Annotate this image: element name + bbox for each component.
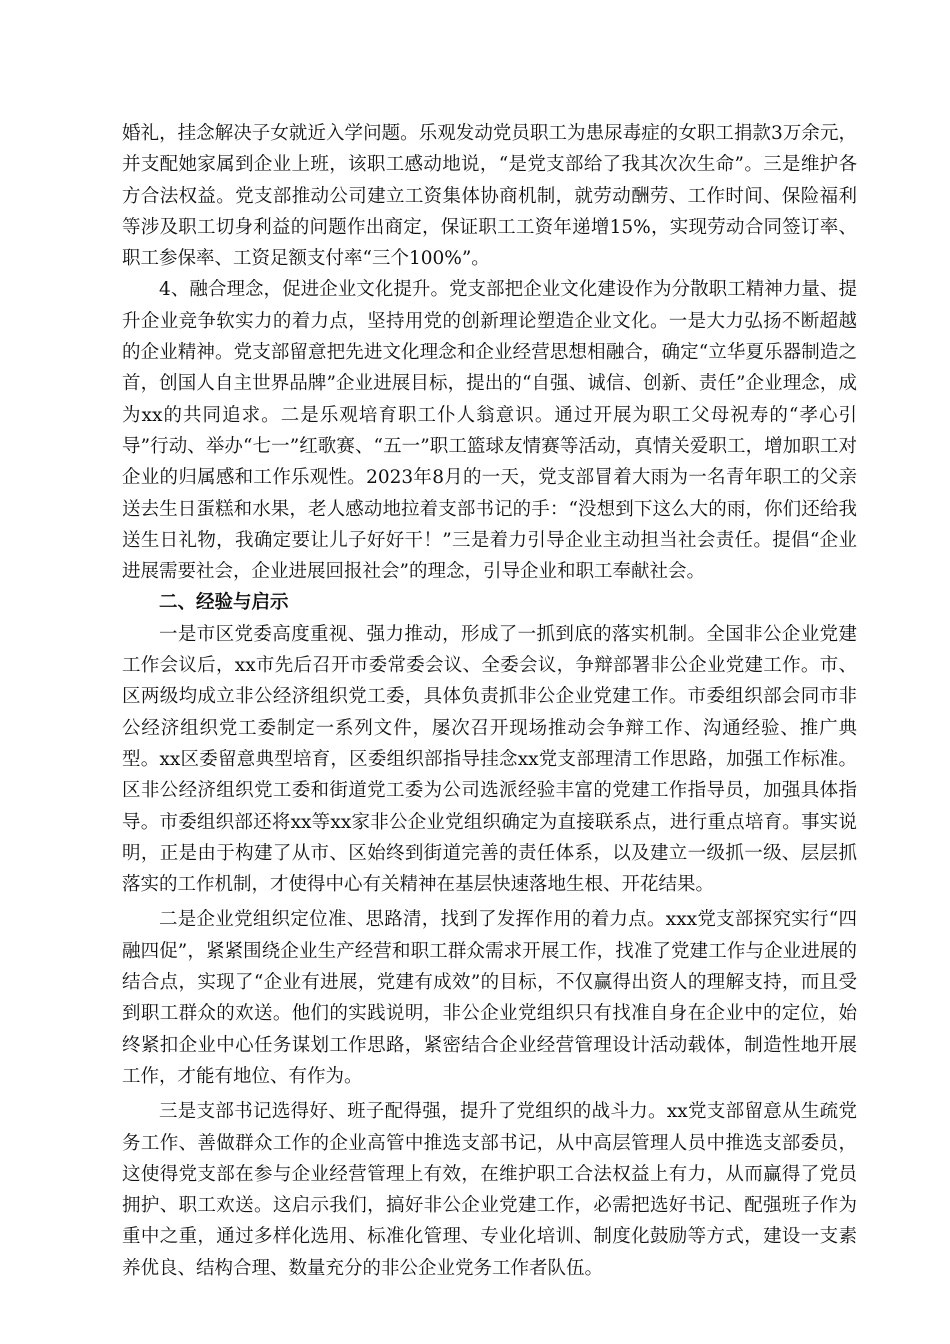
paragraph-lesson-one: 一是市区党委高度重视、强力推动，形成了一抓到底的落实机制。全国非公企业党建工作会议后，xx市先后召开市委常委会议、全委会议，争辩部署非公企业党建工作。市、区两级均成立非公经济组织党工委，具体负责抓非公企业党建工作。市委组织部会同市非公经济组织党工委制定一系列文件，屡次召开现场推动会争辩工作、沟通经验、推广典型。xx区委留意典型培育，区委组织部指导挂念xx党支部理清工作思路，加强工作标准。区非公经济组织党工委和街道党工委为公司选派经验丰富的党建工作指导员，加强具体指导。市委组织部还将xx等xx家非公企业党组织确定为直接联系点，进行重点培育。事实说明，正是由于构建了从市、区始终到街道完善的责任体系，以及建立一级抓一级、层层抓落实的工作机制，才使得中心有关精神在基层快速落地生根、开花结果。 xyxy=(122,623,857,896)
paragraph-culture-integration: 4、融合理念，促进企业文化提升。党支部把企业文化建设作为分散职工精神力量、提升企业竞争软实力的着力点，坚持用党的创新理论塑造企业文化。一是大力弘扬不断超越的企业精神。党支部留意把先进文化理念和企业经营思想相融合，确定“立华夏乐器制造之首，创国人自主世界品牌”企业进展目标，提出的“自强、诚信、创新、责任”企业理念，成为xx的共同追求。二是乐观培育职工仆人翁意识。通过开展为职工父母祝寿的“孝心引导”行动、举办“七一”红歌赛、“五一”职工篮球友情赛等活动，真情关爱职工，增加职工对企业的归属感和工作乐观性。2023年8月的一天，党支部冒着大雨为一名青年职工的父亲送去生日蛋糕和水果，老人感动地拉着支部书记的手：“没想到下这么大的雨，你们还给我送生日礼物，我确定要让儿子好好干！”三是着力引导企业主动担当社会责任。提倡“企业进展需要社会，企业进展回报社会”的理念，引导企业和职工奉献社会。 xyxy=(122,279,857,583)
paragraph-lesson-two: 二是企业党组织定位准、思路清，找到了发挥作用的着力点。xxx党支部探究实行“四融四促”，紧紧围绕企业生产经营和职工群众需求开展工作，找准了党建工作与企业进展的结合点，实现了“企业有进展，党建有成效”的目标，不仅赢得出资人的理解支持，而且受到职工群众的欢送。他们的实践说明，非公企业党组织只有找准自身在企业中的定位，始终紧扣企业中心任务谋划工作思路，紧密结合企业经营管理设计活动载体，制造性地开展工作，才能有地位、有作为。 xyxy=(122,909,857,1087)
section-heading-experience: 二、经验与启示 xyxy=(159,592,289,614)
paragraph-lesson-three: 三是支部书记选得好、班子配得强，提升了党组织的战斗力。xx党支部留意从生疏党务工作、善做群众工作的企业高管中推选支部书记，从中高层管理人员中推选支部委员，这使得党支部在参与企业经营管理上有效，在维护职工合法权益上有力，从而赢得了党员拥护、职工欢送。这启示我们，搞好非公企业党建工作，必需把选好书记、配强班子作为重中之重，通过多样化选用、标准化管理、专业化培训、制度化鼓励等方式，建设一支素养优良、结构合理、数量充分的非公企业党务工作者队伍。 xyxy=(122,1101,857,1279)
document-body xyxy=(122,118,857,1284)
paragraph-continuation: 婚礼，挂念解决子女就近入学问题。乐观发动党员职工为患尿毒症的女职工捐款3万余元，并支配她家属到企业上班，该职工感动地说，“是党支部给了我其次次生命”。三是维护各方合法权益。党支部推动公司建立工资集体协商机制，就劳动酬劳、工作时间、保险福利等涉及职工切身利益的问题作出商定，保证职工工资年递增15%，实现劳动合同签订率、职工参保率、工资足额支付率“三个100%”。 xyxy=(122,123,857,270)
